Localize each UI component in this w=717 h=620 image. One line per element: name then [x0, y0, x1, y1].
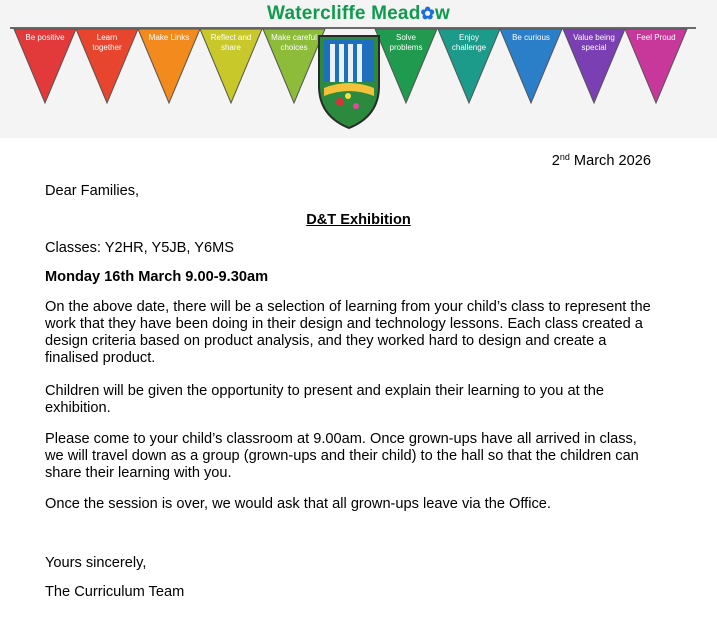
- school-name: [0, 3, 717, 25]
- bunting-flag-label: Learn together: [92, 33, 122, 52]
- letterhead-banner: [0, 0, 717, 138]
- letter-date: [552, 153, 651, 169]
- bunting-flag: [374, 28, 438, 104]
- bunting-flag: [437, 28, 501, 104]
- greeting: Dear Families,: [45, 183, 140, 199]
- bunting-flag: [137, 28, 201, 104]
- bunting-flag-label: Reflect and share: [210, 33, 252, 52]
- bunting-flag: [13, 28, 77, 104]
- paragraph-2: Children will be given the opportunity to present and explain their learning to you at the exhibition.: [45, 383, 604, 416]
- date-day: 2: [551, 153, 560, 169]
- bunting-flag-label: Enjoy challenge: [451, 33, 487, 52]
- bunting-flag: [562, 28, 626, 104]
- paragraph-3: Please come to your child’s classroom at 9.00am. Once grown-ups have all arrived in class, we will travel down as a group (grown-ups and their child) to the hall so that the children can share their learning with you.: [45, 431, 639, 481]
- bunting-flag-label: Make Links: [148, 33, 190, 42]
- bunting-flag-label: Feel Proud: [636, 33, 676, 42]
- bunting-flag: [499, 28, 563, 104]
- signoff: Yours sincerely,: [45, 555, 147, 571]
- flower-icon: ✿: [420, 4, 435, 23]
- date-month-year: March 2026: [573, 153, 651, 169]
- bunting-flag: [624, 28, 688, 104]
- bunting-flag-label: Make careful choices: [271, 33, 317, 52]
- bunting-flag-label: Be positive: [25, 33, 65, 42]
- bunting-flag: [199, 28, 263, 104]
- school-crest-logo: [316, 26, 382, 135]
- bunting-flag-label: Solve problems: [389, 33, 423, 52]
- school-name-end: w: [434, 3, 450, 24]
- event-date-time: Monday 16th March 9.00-9.30am: [45, 269, 269, 285]
- paragraph-4: Once the session is over, we would ask that all grown-ups leave via the Office.: [45, 496, 551, 512]
- letter-title: D&T Exhibition: [306, 212, 411, 228]
- bunting-flag: [75, 28, 139, 104]
- signature: The Curriculum Team: [45, 584, 185, 600]
- bunting-flag-label: Be curious: [512, 33, 550, 42]
- date-suffix: nd: [559, 152, 570, 162]
- school-name-text: Watercliffe Mead: [267, 3, 421, 24]
- classes-line: Classes: Y2HR, Y5JB, Y6MS: [45, 240, 234, 256]
- paragraph-1: On the above date, there will be a selection of learning from your child’s class to represent the work that they have been doing in their design and technology lessons. Each class created a design criteria based on product analysis, and they worked hard to design and create a finalised product.: [45, 299, 651, 366]
- bunting-flag-label: Value being special: [573, 33, 615, 52]
